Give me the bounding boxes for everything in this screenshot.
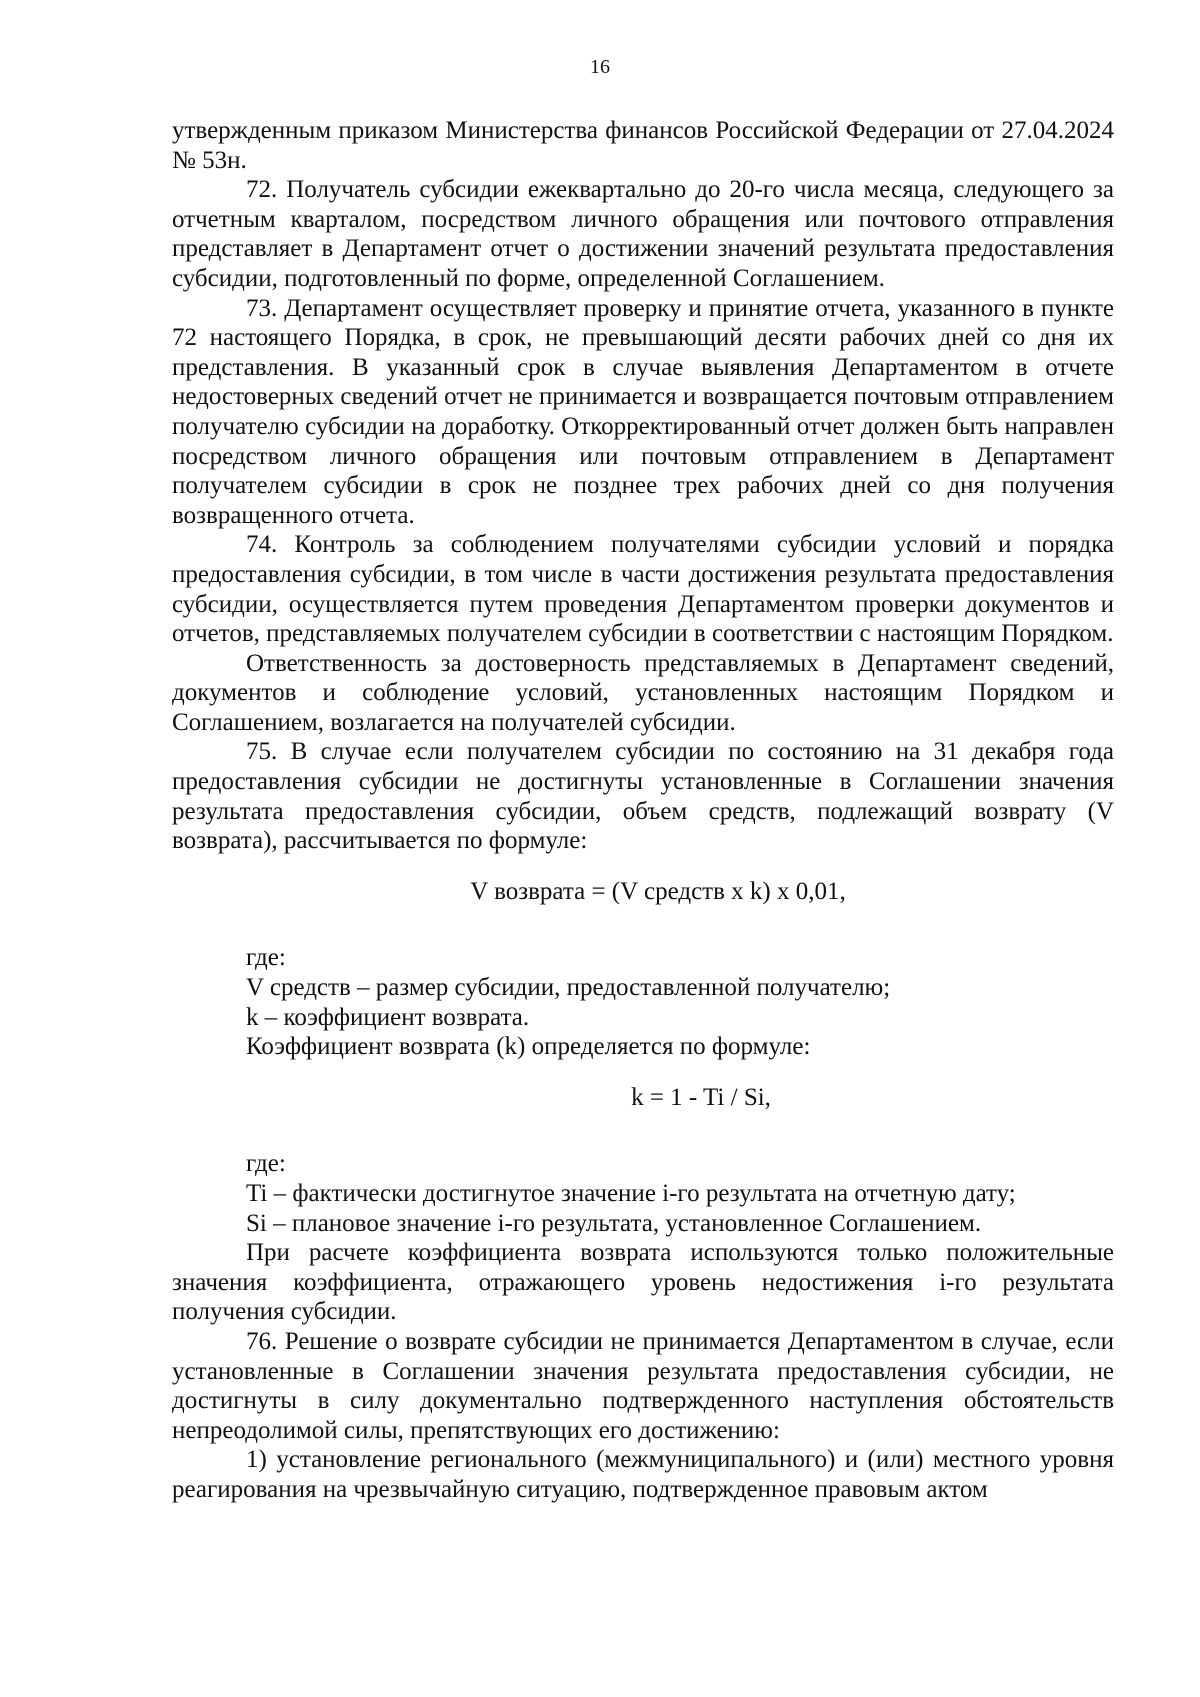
paragraph-coefficient-calc: При расчете коэффициента возврата используются только положительные значения коэффициента, отражающего уровень недостижения i-го результата получения субсидии. — [172, 1239, 1114, 1326]
paragraph-76: 76. Решение о возврате субсидии не принимается Департаментом в случае, если установленные в Соглашении значения результата предоставления субсидии, не достигнуты в силу документально подтвержденного наступления обстоятельств непреодолимой силы, препятствующих его достижению: — [172, 1327, 1114, 1444]
paragraph-continuation: утвержденным приказом Министерства финансов Российской Федерации от 27.04.2024 № 53н. — [172, 117, 1114, 174]
definition-v-funds: V средств – размер субсидии, предоставленной получателю; — [246, 974, 891, 1002]
formula-v-return: V возврата = (V средств x k) x 0,01, — [470, 877, 846, 905]
paragraph-74: 74. Контроль за соблюдением получателями субсидии условий и порядка предоставления субсидии, в том числе в части достижения результата предоставления субсидии, осуществляется путем проведения Департаментом проверки документов и отчетов, представляемых получателем субсидии в соответствии с настоящим Порядком. — [172, 531, 1114, 648]
paragraph-75: 75. В случае если получателем субсидии по состоянию на 31 декабря года предоставления субсидии не достигнуты установленные в Соглашении значения результата предоставления субсидии, объем средств, подлежащий возврату (V возврата), рассчитывается по формуле: — [172, 738, 1114, 855]
where-label-2: где: — [246, 1150, 286, 1178]
where-label-1: где: — [246, 944, 286, 972]
paragraph-72: 72. Получатель субсидии ежеквартально до 20-го числа месяца, следующего за отчетным кварталом, посредством личного обращения или почтового отправления представляет в Департамент отчет о достижении значений результата предоставления субсидии, подготовленный по форме, определенной Соглашением. — [172, 176, 1114, 292]
definition-si: Si – плановое значение i-го результата, установленное Соглашением. — [246, 1209, 982, 1237]
k-formula-intro: Коэффициент возврата (k) определяется по формуле: — [246, 1033, 811, 1061]
definition-ti: Ti – фактически достигнутое значение i-го результата на отчетную дату; — [246, 1180, 1016, 1207]
paragraph-74-responsibility: Ответственность за достоверность представляемых в Департамент сведений, документов и соблюдение условий, установленных настоящим Порядком и Соглашением, возлагается на получателей субсидии. — [172, 649, 1114, 736]
formula-k: k = 1 - Ti / Si, — [631, 1083, 771, 1111]
document-body — [172, 116, 1114, 1505]
paragraph-73: 73. Департамент осуществляет проверку и принятие отчета, указанного в пункте 72 настоящего Порядка, в срок, не превышающий десяти рабочих дней со дня их представления. В указанный срок в случае выявления Департаментом в отчете недостоверных сведений отчет не принимается и возвращается почтовым отправлением получателю субсидии на доработку. Откорректированный отчет должен быть направлен посредством личного обращения или почтовым отправлением в Департамент получателем субсидии в срок не позднее трех рабочих дней со дня получения возвращенного отчета. — [172, 294, 1114, 529]
page-number: 16 — [590, 56, 610, 78]
paragraph-76-item-1: 1) установление регионального (межмуниципального) и (или) местного уровня реагирования на чрезвычайную ситуацию, подтвержденное правовым актом — [172, 1446, 1114, 1503]
definition-k: k – коэффициент возврата. — [246, 1003, 530, 1031]
